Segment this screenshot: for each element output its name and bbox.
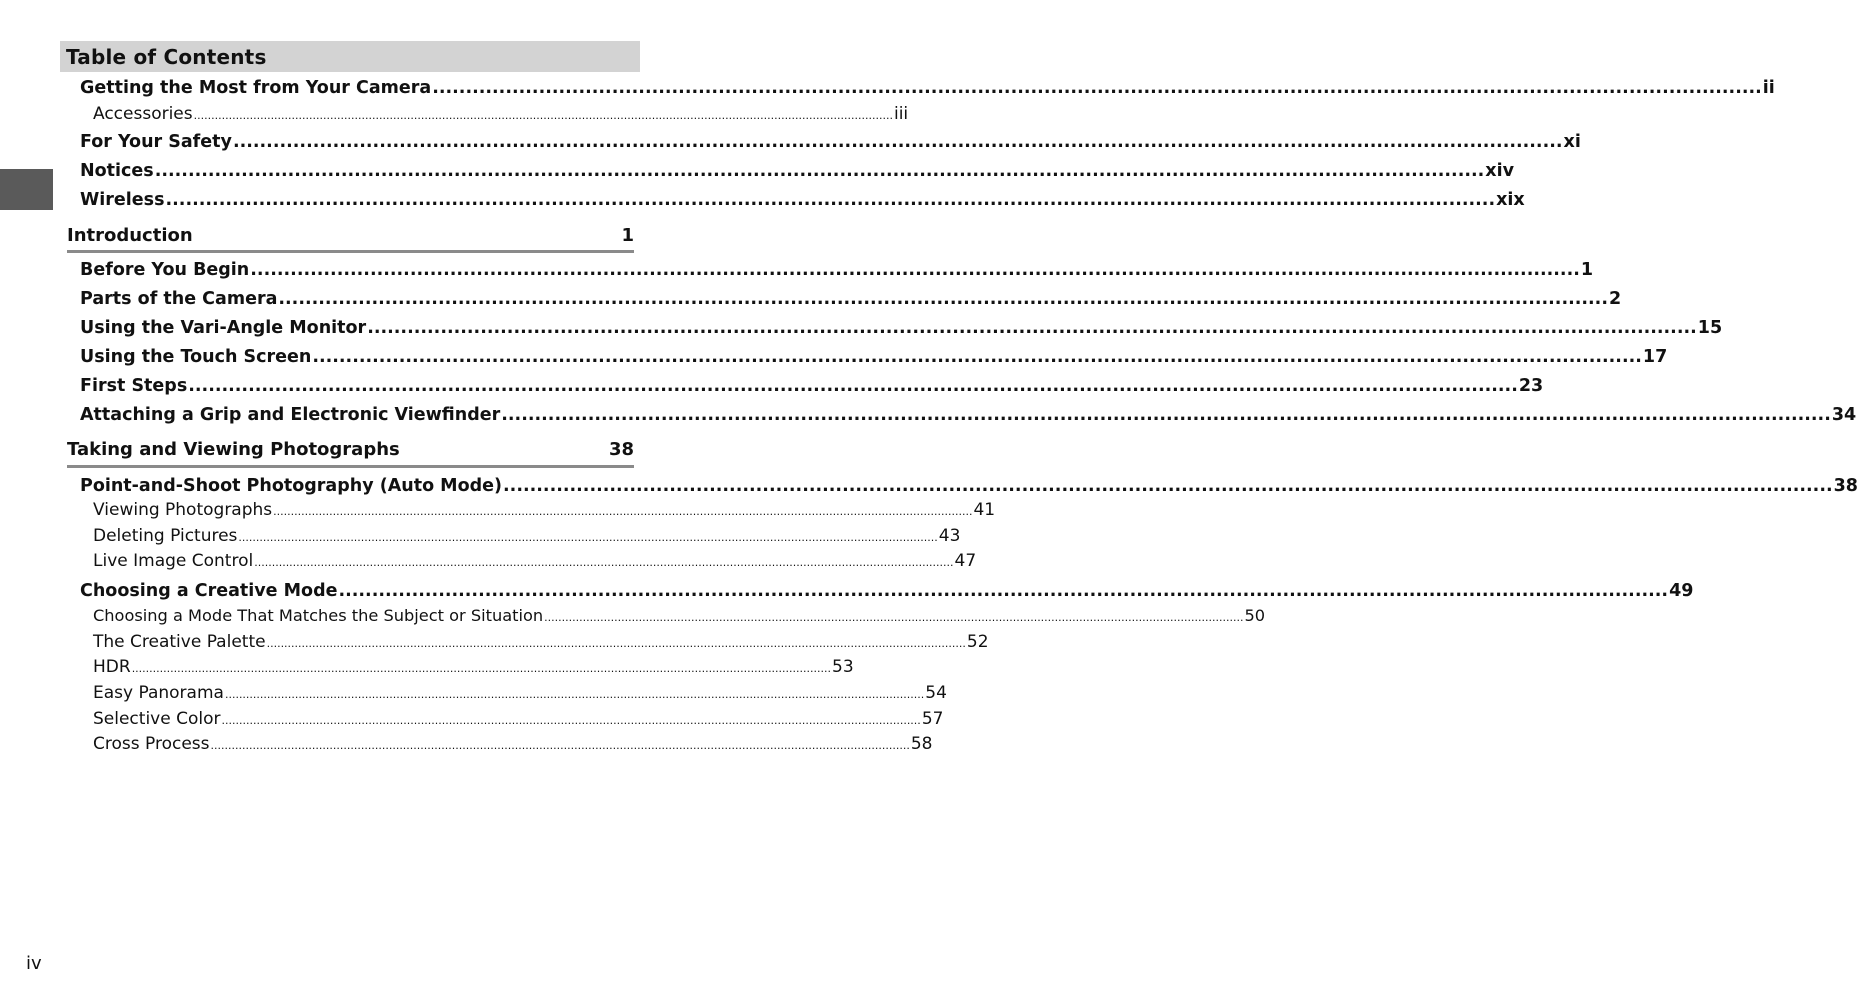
- toc-entry[interactable]: [80, 376, 1544, 396]
- toc-entry-page: 58: [910, 734, 933, 754]
- toc-entry[interactable]: [80, 190, 1525, 210]
- toc-entry[interactable]: [80, 318, 1723, 338]
- toc-entry-page: 23: [1518, 376, 1544, 396]
- toc-entry-page: 49: [1669, 581, 1694, 601]
- toc-entry-title: Wireless: [80, 190, 165, 210]
- toc-entry-title: First Steps: [80, 376, 188, 396]
- toc-entry[interactable]: [80, 347, 1668, 367]
- dot-leader: ........................................................................................................................................................................................................: [165, 190, 1496, 210]
- toc-entry-page: 50: [1244, 606, 1266, 625]
- toc-entry-page: 15: [1697, 318, 1723, 338]
- dot-leader: ........................................................................................................................................................................................................: [312, 347, 1642, 367]
- toc-entry-title: Choosing a Creative Mode: [80, 581, 338, 601]
- dot-leader: ........................................................................................................................................................................................................: [503, 476, 1833, 496]
- dot-leader: ........................................................................................................................................................................................................: [193, 109, 893, 122]
- dot-leader: ........................................................................................................................................................................................................: [367, 318, 1697, 338]
- toc-entry-title: Using the Vari-Angle Monitor: [80, 318, 367, 338]
- toc-subentry[interactable]: [93, 104, 909, 124]
- toc-entry[interactable]: [80, 260, 1594, 280]
- toc-entry-title: Easy Panorama: [93, 683, 224, 703]
- toc-entry-page: 54: [925, 683, 947, 703]
- dot-leader: ........................................................................................................................................................................................................: [338, 581, 1669, 601]
- toc-entry-title: The Creative Palette: [93, 632, 266, 652]
- section-heading-page: 1: [621, 225, 634, 246]
- toc-entry-page: 52: [966, 632, 989, 652]
- toc-entry[interactable]: [80, 405, 1857, 425]
- toc-entry-page: xix: [1496, 190, 1525, 210]
- section-rule: [67, 465, 634, 468]
- toc-entry-title: Selective Color: [93, 709, 221, 729]
- toc-entry-page: 41: [973, 500, 996, 520]
- toc-entry[interactable]: [80, 132, 1581, 152]
- dot-leader: ........................................................................................................................................................................................................: [544, 611, 1244, 624]
- toc-entry-title: Accessories: [93, 104, 193, 124]
- toc-entry-page: 43: [938, 526, 961, 546]
- toc-entry-page: ii: [1762, 78, 1775, 98]
- section-heading-page: 38: [608, 439, 634, 460]
- toc-subentry[interactable]: [93, 526, 961, 546]
- section-heading-photographs[interactable]: [67, 439, 634, 460]
- toc-entry-page: 47: [954, 551, 977, 571]
- toc-entry-page: xi: [1563, 132, 1581, 152]
- toc-entry-title: Attaching a Grip and Electronic Viewfinder: [80, 405, 501, 425]
- section-thumb-tab: [0, 169, 53, 210]
- toc-entry-title: Point-and-Shoot Photography (Auto Mode): [80, 476, 503, 496]
- dot-leader: ........................................................................................................................................................................................................: [273, 505, 973, 518]
- page-number: iv: [26, 953, 42, 974]
- dot-leader: ........................................................................................................................................................................................................: [224, 688, 925, 701]
- dot-leader: ........................................................................................................................................................................................................: [501, 405, 1831, 425]
- page-title: Table of Contents: [66, 45, 267, 69]
- dot-leader: ........................................................................................................................................................................................................: [154, 161, 1485, 181]
- dot-leader: ........................................................................................................................................................................................................: [210, 739, 910, 752]
- toc-subentry[interactable]: [93, 606, 1266, 625]
- toc-entry-title: Using the Touch Screen: [80, 347, 312, 367]
- dot-leader: ........................................................................................................................................................................................................: [188, 376, 1518, 396]
- toc-entry-title: Choosing a Mode That Matches the Subject or Situation: [93, 606, 544, 625]
- section-heading-title: Introduction: [67, 225, 193, 246]
- toc-entry-page: 17: [1642, 347, 1668, 367]
- toc-entry[interactable]: [80, 476, 1858, 496]
- toc-subentry[interactable]: [93, 551, 977, 571]
- toc-entry[interactable]: [80, 289, 1622, 309]
- dot-leader: ........................................................................................................................................................................................................: [232, 132, 1563, 152]
- toc-entry[interactable]: [80, 78, 1775, 98]
- toc-subentry[interactable]: [93, 632, 989, 652]
- toc-entry-page: iii: [893, 104, 909, 124]
- dot-leader: ........................................................................................................................................................................................................: [278, 289, 1608, 309]
- toc-entry-page: 38: [1833, 476, 1858, 496]
- toc-subentry[interactable]: [93, 709, 944, 729]
- toc-entry-page: 2: [1608, 289, 1622, 309]
- toc-entry-title: Viewing Photographs: [93, 500, 273, 520]
- toc-entry-title: Live Image Control: [93, 551, 254, 571]
- dot-leader: ........................................................................................................................................................................................................: [254, 556, 954, 569]
- toc-subentry[interactable]: [93, 734, 933, 754]
- toc-entry[interactable]: [80, 581, 1694, 601]
- toc-entry-page: 1: [1580, 260, 1594, 280]
- toc-entry-title: Deleting Pictures: [93, 526, 238, 546]
- toc-entry-page: 34: [1831, 405, 1857, 425]
- toc-entry-page: 57: [921, 709, 944, 729]
- toc-entry-title: Getting the Most from Your Camera: [80, 78, 432, 98]
- toc-subentry[interactable]: [93, 657, 854, 677]
- toc-entry-title: Notices: [80, 161, 154, 181]
- dot-leader: ........................................................................................................................................................................................................: [432, 78, 1762, 98]
- toc-entry-page: xiv: [1485, 161, 1514, 181]
- toc-entry-title: Before You Begin: [80, 260, 250, 280]
- dot-leader: ........................................................................................................................................................................................................: [221, 714, 921, 727]
- section-rule: [67, 250, 634, 253]
- toc-entry[interactable]: [80, 161, 1514, 181]
- toc-entry-title: Parts of the Camera: [80, 289, 278, 309]
- toc-entry-title: HDR: [93, 657, 131, 677]
- toc-subentry[interactable]: [93, 500, 996, 520]
- toc-entry-title: Cross Process: [93, 734, 210, 754]
- dot-leader: ........................................................................................................................................................................................................: [238, 531, 938, 544]
- dot-leader: ........................................................................................................................................................................................................: [266, 637, 966, 650]
- dot-leader: ........................................................................................................................................................................................................: [250, 260, 1580, 280]
- toc-subentry[interactable]: [93, 683, 947, 703]
- section-heading-introduction[interactable]: [67, 225, 634, 246]
- toc-entry-page: 53: [832, 657, 854, 677]
- toc-entry-title: For Your Safety: [80, 132, 232, 152]
- section-heading-title: Taking and Viewing Photographs: [67, 439, 400, 460]
- dot-leader: ........................................................................................................................................................................................................: [131, 662, 832, 675]
